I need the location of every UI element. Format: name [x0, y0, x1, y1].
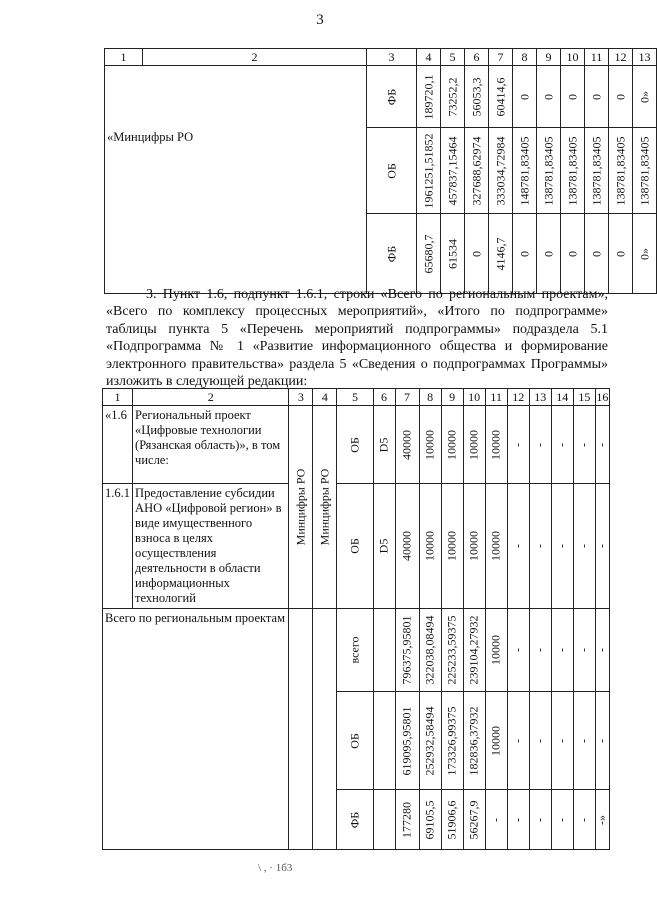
cell-value-text: 457837,15464 [445, 136, 459, 205]
cell-value [465, 66, 489, 128]
cell-value-text: 69105,5 [422, 800, 437, 839]
cell-value-text: 0 [565, 93, 579, 100]
cell-value-text: - [554, 738, 569, 743]
row-name: Региональный проект «Цифровые технологии (Рязанская область)», в том числе: [133, 406, 289, 484]
cell-value [573, 406, 595, 484]
cell-value [485, 406, 507, 484]
cell-value-text: 173326,99375 [444, 706, 459, 775]
cell-value-text: - [594, 442, 609, 447]
column-number: 12 [609, 49, 633, 66]
cell-value-text: - [554, 442, 569, 447]
column-number: 10 [561, 49, 585, 66]
cell-value-text: 10000 [422, 531, 437, 561]
cell-value-text: 10000 [444, 531, 459, 561]
column-number: 13 [529, 389, 551, 406]
cell-value-text: 0 [541, 250, 555, 257]
cell-value [419, 692, 441, 790]
empty-cell [373, 692, 395, 790]
cell-value-text: -» [594, 814, 609, 825]
cell-value-text: 182836,37932 [466, 706, 481, 775]
column-number: 13 [633, 49, 657, 66]
cell-value-text: 0 [565, 250, 579, 257]
cell-value-text: 10000 [444, 429, 459, 460]
cell-value [609, 214, 633, 294]
cell-value-text: 138781,83405 [589, 136, 603, 205]
column-number: 16 [596, 389, 609, 404]
project-code-text: D5 [376, 437, 391, 452]
cell-value-text: - [510, 738, 525, 743]
cell-value [463, 790, 485, 850]
cell-value-text: - [510, 648, 525, 652]
table-header-row [105, 49, 657, 66]
cell-value-text: 252932,58494 [422, 706, 437, 775]
cell-value-text: 60414,6 [493, 77, 507, 116]
cell-value [417, 214, 441, 294]
cell-value-text: 322038,08494 [422, 615, 437, 685]
column-number: 4 [417, 49, 441, 66]
cell-value [463, 484, 485, 609]
cell-value-text: - [576, 544, 591, 548]
cell-value-text: 138781,83405 [541, 136, 555, 205]
project-code-text: D5 [376, 538, 391, 554]
cell-value [419, 790, 441, 850]
cell-value-text: - [576, 648, 591, 652]
cell-value [595, 406, 609, 484]
cell-value [551, 609, 573, 692]
cell-value-text: 138781,83405 [613, 136, 627, 205]
cell-value [441, 66, 465, 128]
column-number: 7 [395, 389, 419, 406]
funding-source [367, 128, 417, 214]
cell-value [489, 214, 513, 294]
cell-value [573, 609, 595, 692]
cell-value-text: 177280 [399, 801, 414, 838]
cell-value-text: - [576, 817, 591, 822]
cell-value-text: 10000 [488, 429, 503, 460]
cell-value-text: - [510, 442, 525, 447]
cell-value [395, 609, 419, 692]
top-table [104, 48, 657, 294]
empty-cell [373, 609, 395, 692]
cell-value-text: 10000 [488, 635, 503, 665]
cell-value-text: 0 [613, 250, 627, 257]
cell-value [465, 214, 489, 294]
cell-value [395, 790, 419, 850]
cell-value-text: 796375,95801 [399, 615, 414, 685]
column-number: 1 [105, 49, 143, 66]
cell-value-text: - [594, 738, 609, 743]
cell-value-text: - [594, 648, 609, 652]
cell-value [463, 609, 485, 692]
cell-value-text: 138781,83405 [637, 136, 651, 205]
cell-value-text: - [532, 442, 547, 447]
cell-value [489, 128, 513, 214]
column-number: 2 [133, 389, 289, 406]
cell-value [507, 692, 529, 790]
cell-value [595, 609, 609, 692]
cell-value [551, 790, 573, 850]
cell-value-text: 0 [589, 250, 603, 257]
cell-value-text: 40000 [399, 429, 414, 460]
column-number: 9 [441, 389, 463, 406]
table-header-row [103, 389, 610, 406]
cell-value-text: 239104,27932 [466, 615, 481, 685]
cell-value [529, 790, 551, 850]
executor-cell [289, 406, 313, 609]
cell-value-text: 56267,9 [466, 800, 481, 839]
cell-value [573, 484, 595, 609]
cell-value [465, 128, 489, 214]
project-code [373, 406, 395, 484]
cell-value-text: 333034,72984 [493, 136, 507, 205]
cell-value-text: 10000 [488, 725, 503, 756]
cell-value-text: 0 [541, 93, 555, 100]
cell-value [585, 66, 609, 128]
executor-label: Минцифры РО [293, 468, 308, 546]
cell-value [463, 406, 485, 484]
table-row [105, 214, 657, 294]
column-number: 4 [313, 389, 337, 406]
cell-value [609, 128, 633, 214]
column-number: 6 [465, 49, 489, 66]
cell-value-text: 0 [517, 93, 531, 100]
total-label: Всего по региональным проектам [103, 609, 289, 850]
cell-value [537, 214, 561, 294]
row-number: «1.6 [103, 406, 133, 484]
cell-value [513, 128, 537, 214]
funding-source-text: ОБ [347, 436, 362, 453]
empty-cell [373, 790, 395, 850]
funding-source [337, 406, 373, 484]
cell-value [419, 484, 441, 609]
cell-value [395, 484, 419, 609]
cell-value-text: - [532, 648, 547, 652]
row-name: Предоставление субсидии АНО «Цифровой регион» в виде имущественного взноса в целях осуществления деятельности в области информационных технологий [133, 484, 289, 609]
cell-value [395, 692, 419, 790]
table-row [103, 406, 610, 484]
cell-value-text: 0 [589, 93, 603, 100]
cell-value-text: 1961251,51852 [421, 133, 435, 208]
funding-source-text: ОБ [347, 732, 362, 749]
cell-value [513, 66, 537, 128]
funding-source [367, 66, 417, 128]
column-number: 5 [337, 389, 373, 406]
cell-value [537, 128, 561, 214]
cell-value-text: - [510, 817, 525, 822]
column-number: 15 [573, 389, 595, 406]
cell-value [561, 128, 585, 214]
column-number: 1 [103, 389, 133, 406]
cell-value [573, 790, 595, 850]
cell-value-text: - [532, 544, 547, 548]
cell-value-text: - [576, 442, 591, 447]
cell-value [441, 692, 463, 790]
cell-value-text: 619095,95801 [399, 706, 414, 775]
cell-value [441, 128, 465, 214]
cell-value-text: - [532, 738, 547, 743]
cell-value [485, 692, 507, 790]
cell-value [529, 484, 551, 609]
cell-value-text: 0 [517, 250, 531, 257]
cell-value [529, 406, 551, 484]
funding-source-text: ФБ [384, 245, 398, 262]
column-number: 12 [507, 389, 529, 406]
cell-value [441, 609, 463, 692]
main-table [102, 388, 610, 850]
cell-value [561, 214, 585, 294]
funding-source [337, 484, 373, 609]
column-number: 5 [441, 49, 465, 66]
cell-value-text: 138781,83405 [565, 136, 579, 205]
cell-value [551, 406, 573, 484]
funding-source [367, 214, 417, 294]
cell-value [513, 214, 537, 294]
table-row [103, 484, 610, 609]
cell-value [507, 406, 529, 484]
cell-value-text: 65680,7 [421, 234, 435, 273]
amendment-paragraph [106, 286, 608, 390]
cell-value [529, 692, 551, 790]
cell-value [551, 692, 573, 790]
cell-value [507, 609, 529, 692]
cell-value-text: 148781,83405 [517, 136, 531, 205]
cell-value [441, 790, 463, 850]
column-number: 10 [463, 389, 485, 406]
table-row [105, 128, 657, 214]
cell-value [441, 406, 463, 484]
cell-value [633, 214, 657, 294]
paragraph-text: 3. Пункт 1.6, подпункт 1.6.1, строки «Всего по региональным проектам», «Всего по комплексу процессных мероприятий», «Итого по подпрограмме» таблицы пункта 5 «Перечень мероприятий подпрограммы» подраздела 5.1 «Подпрограмма № 1 «Развитие информационного общества и формирование электронного правительства» раздела 5 «Сведения о подпрограммах Программы» изложить в следующей редакции: [106, 287, 608, 390]
cell-value-text: 0» [637, 90, 651, 103]
funding-source-text: ОБ [384, 162, 398, 179]
cell-value [485, 484, 507, 609]
cell-value [485, 609, 507, 692]
scan-marks: \ , · 1б3 [258, 862, 293, 874]
cell-value-text: 0 [613, 93, 627, 100]
cell-value-text: - [594, 544, 609, 548]
funding-source [337, 692, 373, 790]
cell-value-text: 51906,6 [444, 800, 459, 839]
cell-value-text: 10000 [466, 531, 481, 561]
column-number: 8 [513, 49, 537, 66]
cell-value [441, 484, 463, 609]
table-row [103, 609, 610, 692]
cell-value [585, 214, 609, 294]
cell-value-text: 73252,2 [445, 77, 459, 116]
column-number: 3 [367, 49, 417, 66]
cell-value-text: - [510, 544, 525, 548]
cell-value [395, 406, 419, 484]
cell-value-text: 327688,62974 [469, 136, 483, 205]
cell-value-text: 0» [637, 247, 651, 260]
column-number: 14 [551, 389, 573, 406]
cell-value [417, 128, 441, 214]
column-number: 3 [289, 389, 313, 406]
cell-value [585, 128, 609, 214]
cell-value [419, 609, 441, 692]
cell-value [419, 406, 441, 484]
column-number: 8 [419, 389, 441, 406]
column-number: 11 [585, 49, 609, 66]
funding-source-text: ФБ [347, 811, 362, 828]
cell-value [595, 790, 609, 850]
cell-value-text: 225233,59375 [444, 615, 459, 685]
cell-value-text: 40000 [399, 531, 414, 561]
executor-cell [313, 406, 337, 609]
page-number: 3 [316, 12, 324, 28]
cell-value-text: - [554, 817, 569, 822]
cell-value-text: 10000 [466, 429, 481, 460]
cell-value [609, 66, 633, 128]
column-number: 11 [485, 389, 507, 406]
cell-value [551, 484, 573, 609]
org-label: «Минцифры РО [105, 128, 367, 214]
cell-value [633, 128, 657, 214]
column-number: 6 [373, 389, 395, 406]
cell-value [595, 692, 609, 790]
cell-value [507, 484, 529, 609]
cell-value [573, 692, 595, 790]
column-number: 7 [489, 49, 513, 66]
row-number: 1.6.1 [103, 484, 133, 609]
cell-value [633, 66, 657, 128]
cell-value-text: 56053,3 [469, 77, 483, 116]
cell-value [417, 66, 441, 128]
funding-source [337, 790, 373, 850]
table-row [105, 66, 657, 128]
funding-source [337, 609, 373, 692]
cell-value-text: - [554, 648, 569, 652]
funding-source-text: ОБ [347, 538, 362, 554]
cell-value [595, 484, 609, 609]
cell-value [537, 66, 561, 128]
cell-value-text: - [488, 817, 503, 822]
cell-value-text: 10000 [488, 531, 503, 561]
cell-value-text: 0 [469, 250, 483, 257]
cell-value-text: - [532, 817, 547, 822]
cell-value [529, 609, 551, 692]
funding-source-text: всего [347, 636, 362, 664]
cell-value-text: 4146,7 [493, 237, 507, 270]
column-number: 2 [143, 49, 367, 66]
cell-value-text: 10000 [422, 429, 437, 460]
project-code [373, 484, 395, 609]
cell-value [507, 790, 529, 850]
cell-value-text: - [554, 544, 569, 548]
cell-value [441, 214, 465, 294]
cell-value-text: 61534 [445, 238, 459, 269]
cell-value [463, 692, 485, 790]
column-number: 9 [537, 49, 561, 66]
cell-value [485, 790, 507, 850]
cell-value [561, 66, 585, 128]
executor-label: Минцифры РО [317, 468, 332, 546]
cell-value [489, 66, 513, 128]
funding-source-text: ФБ [384, 88, 398, 105]
cell-value-text: 189720,1 [421, 74, 435, 119]
cell-value-text: - [576, 738, 591, 743]
